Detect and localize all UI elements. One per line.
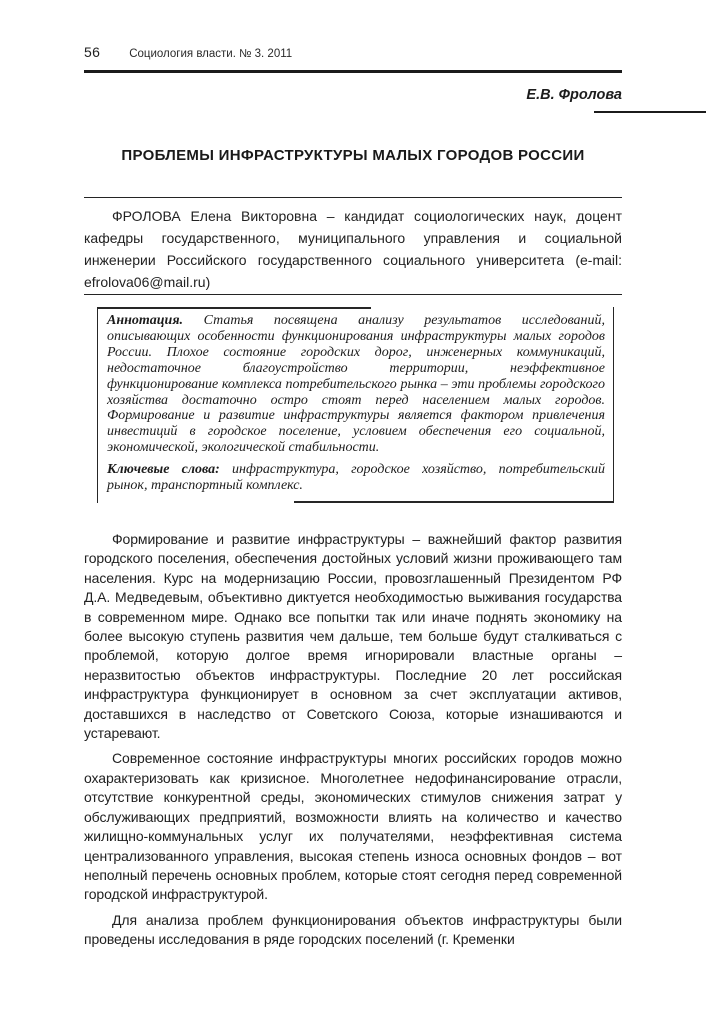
abstract-box: [97, 307, 614, 503]
page-number: 56: [84, 44, 101, 60]
abstract-text: Статья посвящена анализу результатов исследований, описывающих особенности функционирования инфраструктуры малых городов России. Плохое состояние городских дорог, инженерных коммуникаций, недостаточное благоустройство территории, неэффективное функционирование комплекса потребительского рынка – эти проблемы городского хозяйства достаточно остро стоят перед населением малых городов. Формирование и развитие инфраструктуры является фактором привлечения инвестиций в городское поселение, условием обеспечения его социальной, экономической, экологической стабильности.: [107, 313, 606, 456]
abstract-label: Аннотация.: [107, 313, 184, 328]
article-title: ПРОБЛЕМЫ ИНФРАСТРУКТУРЫ МАЛЫХ ГОРОДОВ РОССИИ: [121, 147, 585, 164]
bio-rule-bottom: [84, 294, 622, 295]
page-header: [84, 44, 622, 60]
abstract-paragraph: [107, 313, 605, 456]
keywords-text: инфраструктура, городское хозяйство, потребительский рынок, транспортный комплекс.: [107, 462, 605, 494]
bio-rule-top: [84, 197, 622, 198]
journal-title: Социология власти. № 3. 2011: [129, 48, 293, 60]
body-paragraph: Формирование и развитие инфраструктуры – важнейший фактор развития городского поселения, обеспечения достойных условий жизни проживающего там населения. Курс на модернизацию России, провозглашенный Президентом РФ Д.А. Медведевым, объективно диктуется необходимостью выживания государства в современном мире. Однако все попытки так или иначе поднять экономику на более высокую ступень развития чем дальше, тем больше будут сталкиваться с проблемой, которую долгое время игнорировали властные органы – неразвитостью объектов инфраструктуры. Последние 20 лет российская инфраструктура функционирует в основном за счет эксплуатации активов, доставшихся в наследство от Советского Союза, которые изнашиваются и устаревают.: [84, 531, 622, 742]
body-paragraph: Современное состояние инфраструктуры многих российских городов можно охарактеризовать как кризисное. Многолетнее недофинансирование отрасли, отсутствие конкурентной среды, экономических стимулов снижения затрат у обслуживающих предприятий, возможности влиять на количество и качество жилищно-коммунальных услуг их получателями, неэффективная система централизованного управления, высокая степень износа основных фондов – вот неполный перечень основных проблем, которые стоят сегодня перед современной городской инфраструктурой.: [84, 750, 622, 903]
author-underline: [594, 111, 706, 113]
header-rule: [84, 70, 622, 73]
author-bio: ФРОЛОВА Елена Викторовна – кандидат социологических наук, доцент кафедры государственного, муниципального управления и социальной инженерии Российского государственного социального университета (e-mail: efrolova06@mail.ru): [84, 208, 622, 290]
body-paragraph: Для анализа проблем функционирования объектов инфраструктуры были проведены исследования в ряде городских поселений (г. Кременки: [84, 911, 622, 948]
keywords-paragraph: [107, 462, 605, 494]
author-line: [84, 87, 622, 103]
author-name: Е.В. Фролова: [526, 87, 622, 103]
article-body: [84, 530, 622, 956]
keywords-label: Ключевые слова:: [107, 462, 220, 478]
